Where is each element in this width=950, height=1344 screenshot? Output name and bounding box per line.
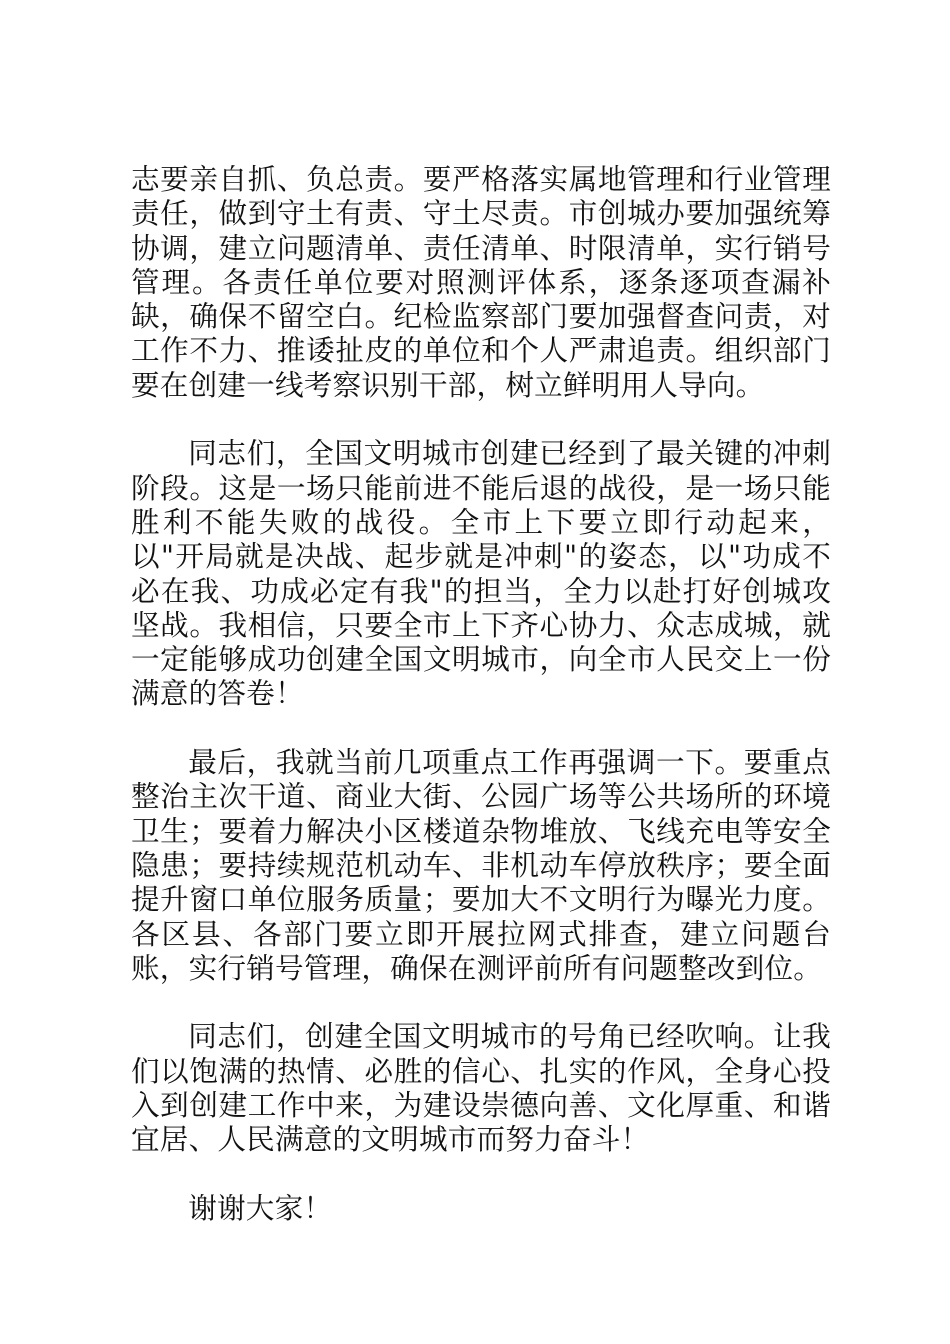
document-page	[131, 162, 831, 1260]
paragraph-closing: 谢谢大家！	[188, 1190, 333, 1225]
paragraph-1: 志要亲自抓、负总责。要严格落实属地管理和行业管理责任，做到守土有责、守土尽责。市创城办要加强统筹协调，建立问题清单、责任清单、时限清单，实行销号管理。各责任单位要对照测评体系，逐条逐项查漏补缺，确保不留空白。纪检监察部门要加强督查问责，对工作不力、推诿扯皮的单位和个人严肃追责。组织部门要在创建一线考察识别干部，树立鲜明用人导向。	[131, 162, 831, 402]
paragraph-3: 最后，我就当前几项重点工作再强调一下。要重点整治主次干道、商业大街、公园广场等公共场所的环境卫生；要着力解决小区楼道杂物堆放、飞线充电等安全隐患；要持续规范机动车、非机动车停放秩序；要全面提升窗口单位服务质量；要加大不文明行为曝光力度。各区县、各部门要立即开展拉网式排查，建立问题台账，实行销号管理，确保在测评前所有问题整改到位。	[131, 745, 831, 985]
paragraph-4: 同志们，创建全国文明城市的号角已经吹响。让我们以饱满的热情、必胜的信心、扎实的作风，全身心投入到创建工作中来，为建设崇德向善、文化厚重、和谐宜居、人民满意的文明城市而努力奋斗！	[131, 1019, 831, 1157]
paragraph-2: 同志们，全国文明城市创建已经到了最关键的冲刺阶段。这是一场只能前进不能后退的战役，是一场只能胜利不能失败的战役。全市上下要立即行动起来，以"开局就是决战、起步就是冲刺"的姿态，以"功成不必在我、功成必定有我"的担当，全力以赴打好创城攻坚战。我相信，只要全市上下齐心协力、众志成城，就一定能够成功创建全国文明城市，向全市人民交上一份满意的答卷！	[131, 436, 831, 711]
